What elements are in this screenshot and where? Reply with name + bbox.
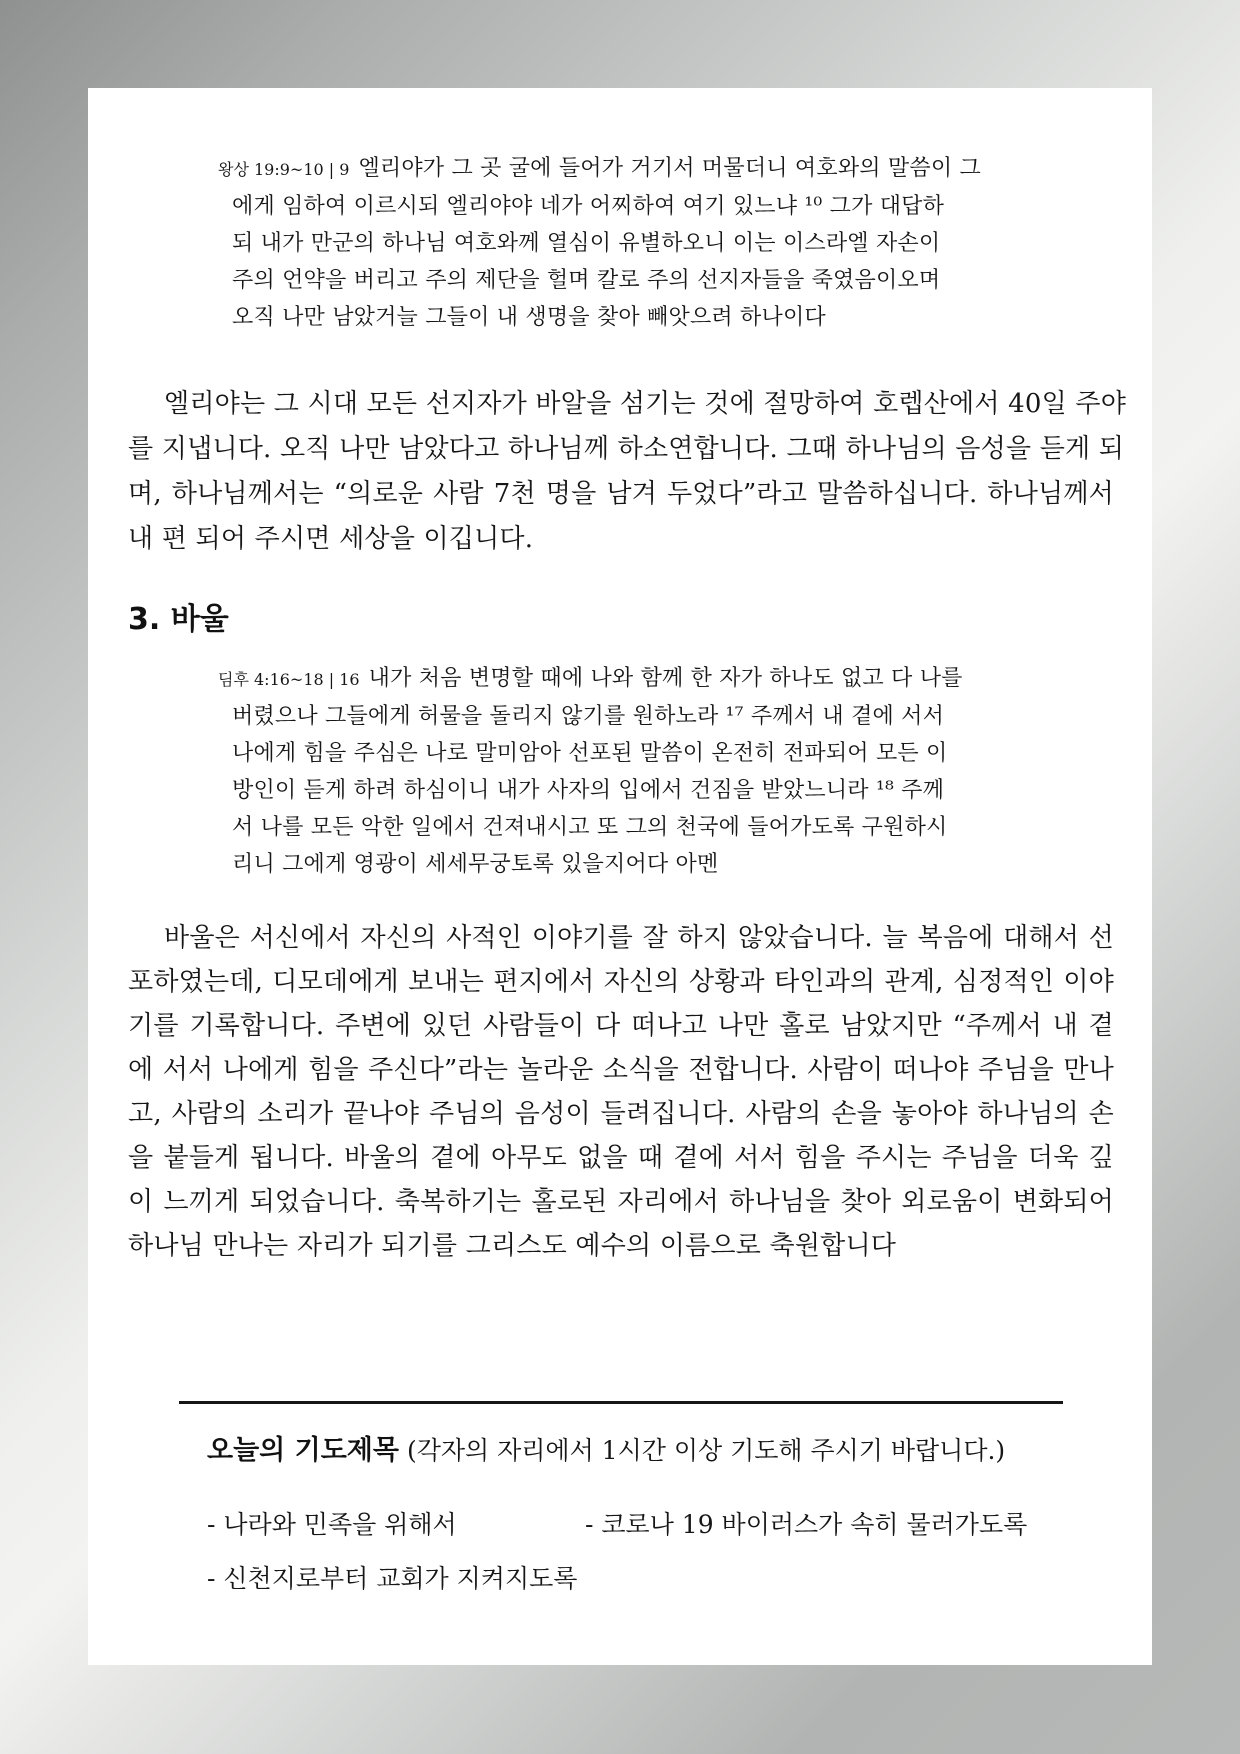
document-page bbox=[88, 88, 1152, 1665]
verse-line: 버렸으나 그들에게 허물을 돌리지 않기를 원하노라 ¹⁷ 주께서 내 곁에 서서 bbox=[232, 704, 945, 729]
verse-line: 주의 언약을 버리고 주의 제단을 헐며 칼로 주의 선지자들을 죽였음이오며 bbox=[232, 268, 941, 293]
section-heading-paul: 3. 바울 bbox=[128, 602, 229, 637]
paragraph-line: 하나님 만나는 자리가 되기를 그리스도 예수의 이름으로 축원합니다 bbox=[128, 1231, 897, 1261]
verse-line: 방인이 듣게 하려 하심이니 내가 사자의 입에서 건짐을 받았느니라 ¹⁸ 주께 bbox=[232, 778, 945, 803]
prayer-title-row bbox=[207, 1428, 1114, 1467]
prayer-instruction: (각자의 자리에서 1시간 이상 기도해 주시기 바랍니다.) bbox=[406, 1436, 1006, 1465]
paragraph-line: 를 지냅니다. 오직 나만 남았다고 하나님께 하소연합니다. 그때 하나님의 음성을 듣게 되 bbox=[128, 434, 1125, 464]
paragraph-line: 엘리야는 그 시대 모든 선지자가 바알을 섬기는 것에 절망하여 호렙산에서 40일 주야 bbox=[164, 389, 1127, 419]
paragraph-line: 에 서서 나에게 힘을 주신다”라는 놀라운 소식을 전합니다. 사람이 떠나야 주님을 만나 bbox=[128, 1055, 1114, 1085]
verse-text: 내가 처음 변명할 때에 나와 함께 한 자가 하나도 없고 다 나를 bbox=[368, 666, 963, 691]
scripture-reference: 왕상 19:9~10 | 9 bbox=[218, 160, 350, 179]
verse-line: 에게 임하여 이르시되 엘리야야 네가 어찌하여 여기 있느냐 ¹⁰ 그가 대답하 bbox=[232, 194, 945, 219]
prayer-title: 오늘의 기도제목 bbox=[207, 1435, 399, 1466]
prayer-item: - 나라와 민족을 위해서 bbox=[207, 1510, 457, 1539]
paragraph-line: 며, 하나님께서는 “의로운 사람 7천 명을 남겨 두었다”라고 말씀하십니다. 하나님께서 bbox=[128, 479, 1114, 509]
scripture-block-timothy bbox=[218, 660, 963, 883]
scripture-reference: 딤후 4:16~18 | 16 bbox=[218, 670, 360, 689]
verse-line: 리니 그에게 영광이 세세무궁토록 있을지어다 아멘 bbox=[232, 852, 719, 877]
prayer-item: - 코로나 19 바이러스가 속히 물러가도록 bbox=[585, 1510, 1028, 1539]
divider-rule bbox=[179, 1401, 1063, 1404]
body-paragraph-elijah bbox=[128, 382, 1127, 562]
paragraph-line: 기를 기록합니다. 주변에 있던 사람들이 다 떠나고 나만 홀로 남았지만 “주께서 내 곁 bbox=[128, 1011, 1114, 1041]
body-paragraph-paul bbox=[128, 916, 1114, 1268]
verse-line: 서 나를 모든 악한 일에서 건져내시고 또 그의 천국에 들어가도록 구원하시 bbox=[232, 815, 948, 840]
verse-line: 되 내가 만군의 하나님 여호와께 열심이 유별하오니 이는 이스라엘 자손이 bbox=[232, 231, 941, 256]
paragraph-line: 이 느끼게 되었습니다. 축복하기는 홀로된 자리에서 하나님을 찾아 외로움이 변화되어 bbox=[128, 1187, 1114, 1217]
verse-line: 오직 나만 남았거늘 그들이 내 생명을 찾아 빼앗으려 하나이다 bbox=[232, 305, 826, 330]
prayer-section bbox=[128, 1401, 1114, 1595]
scripture-block-kings bbox=[218, 150, 981, 336]
paragraph-line: 을 붙들게 됩니다. 바울의 곁에 아무도 없을 때 곁에 서서 힘을 주시는 주님을 더욱 깊 bbox=[128, 1143, 1114, 1173]
verse-line bbox=[218, 660, 963, 698]
verse-line bbox=[218, 150, 981, 188]
prayer-item-list bbox=[207, 1505, 1114, 1595]
paragraph-line: 내 편 되어 주시면 세상을 이깁니다. bbox=[128, 524, 534, 554]
prayer-item: - 신천지로부터 교회가 지켜지도록 bbox=[207, 1564, 578, 1593]
verse-line: 나에게 힘을 주심은 나로 말미암아 선포된 말씀이 온전히 전파되어 모든 이 bbox=[232, 741, 948, 766]
paragraph-line: 바울은 서신에서 자신의 사적인 이야기를 잘 하지 않았습니다. 늘 복음에 대해서 선 bbox=[164, 923, 1114, 953]
paragraph-line: 고, 사람의 소리가 끝나야 주님의 음성이 들려집니다. 사람의 손을 놓아야 하나님의 손 bbox=[128, 1099, 1114, 1129]
verse-text: 엘리야가 그 곳 굴에 들어가 거기서 머물더니 여호와의 말씀이 그 bbox=[358, 156, 981, 181]
paragraph-line: 포하였는데, 디모데에게 보내는 편지에서 자신의 상황과 타인과의 관계, 심정적인 이야 bbox=[128, 967, 1114, 997]
